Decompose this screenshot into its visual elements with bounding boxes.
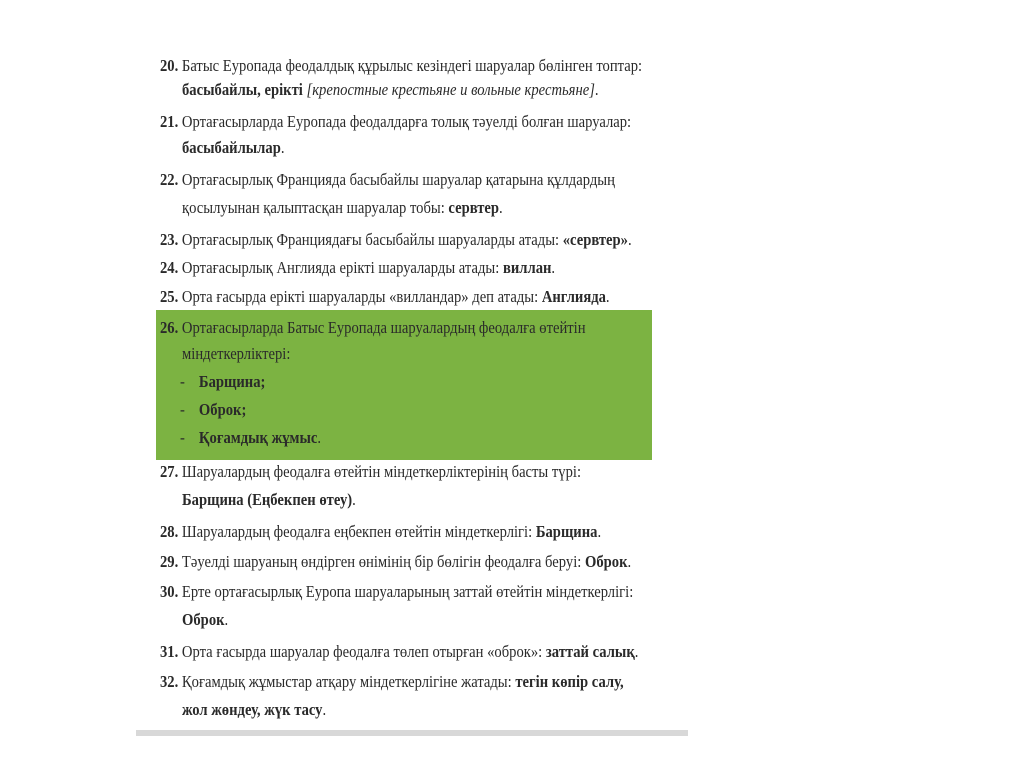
item-22-line-2: қосылуынан қалыптасқан шаруалар тобы: сервтер. [182,198,503,217]
item-26-list-item: - Барщина; [180,372,266,391]
item-21-line-2: басыбайлылар. [182,138,285,157]
item-26-list-item: - Қоғамдық жұмыс. [180,428,322,447]
item-32-line-1: 32. Қоғамдық жұмыстар атқару міндеткерлігіне жатады: тегін көпір салу, [160,672,624,691]
item-27-line-1: 27. Шаруалардың феодалға өтейтін міндеткерліктерінің басты түрі: [160,462,582,481]
item-27-line-2: Барщина (Еңбекпен өтеу). [182,490,356,509]
item-30-line-1: 30. Ерте ортағасырлық Еуропа шаруаларының заттай өтейтін міндеткерлігі: [160,582,634,601]
item-30-line-2: Оброк. [182,610,229,629]
item-31-line-1: 31. Орта ғасырда шаруалар феодалға төлеп отырған «оброк»: заттай салық. [160,642,639,661]
item-20-line-1: 20. Батыс Еуропада феодалдық құрылыс кезіндегі шаруалар бөлінген топтар: [160,56,643,75]
item-32-line-2: жол жөндеу, жүк тасу. [182,700,327,719]
item-25-line-1: 25. Орта ғасырда ерікті шаруаларды «вилландар» деп атады: Англияда. [160,287,610,306]
scan-bottom-edge [136,730,688,736]
item-20-line-2: басыбайлы, ерікті [крепостные крестьяне и вольные крестьяне]. [182,80,599,99]
item-24-line-1: 24. Ортағасырлық Англияда ерікті шаруаларды атады: виллан. [160,258,556,277]
item-28-line-1: 28. Шаруалардың феодалға еңбекпен өтейтін міндеткерлігі: Барщина. [160,522,602,541]
item-23-line-1: 23. Ортағасырлық Франциядағы басыбайлы шаруаларды атады: «сервтер». [160,230,632,249]
item-26-line-1: 26. Ортағасырларда Батыс Еуропада шаруалардың феодалға өтейтін [160,318,586,337]
item-26-list-item: - Оброк; [180,400,247,419]
item-22-line-1: 22. Ортағасырлық Францияда басыбайлы шаруалар қатарына құлдардың [160,170,615,189]
item-26-line-2: міндеткерліктері: [182,344,291,363]
document-scan [136,40,688,736]
item-21-line-1: 21. Ортағасырларда Еуропада феодалдарға толық тәуелді болған шаруалар: [160,112,632,131]
item-29-line-1: 29. Тәуелді шаруаның өндірген өнімінің бір бөлігін феодалға беруі: Оброк. [160,552,632,571]
